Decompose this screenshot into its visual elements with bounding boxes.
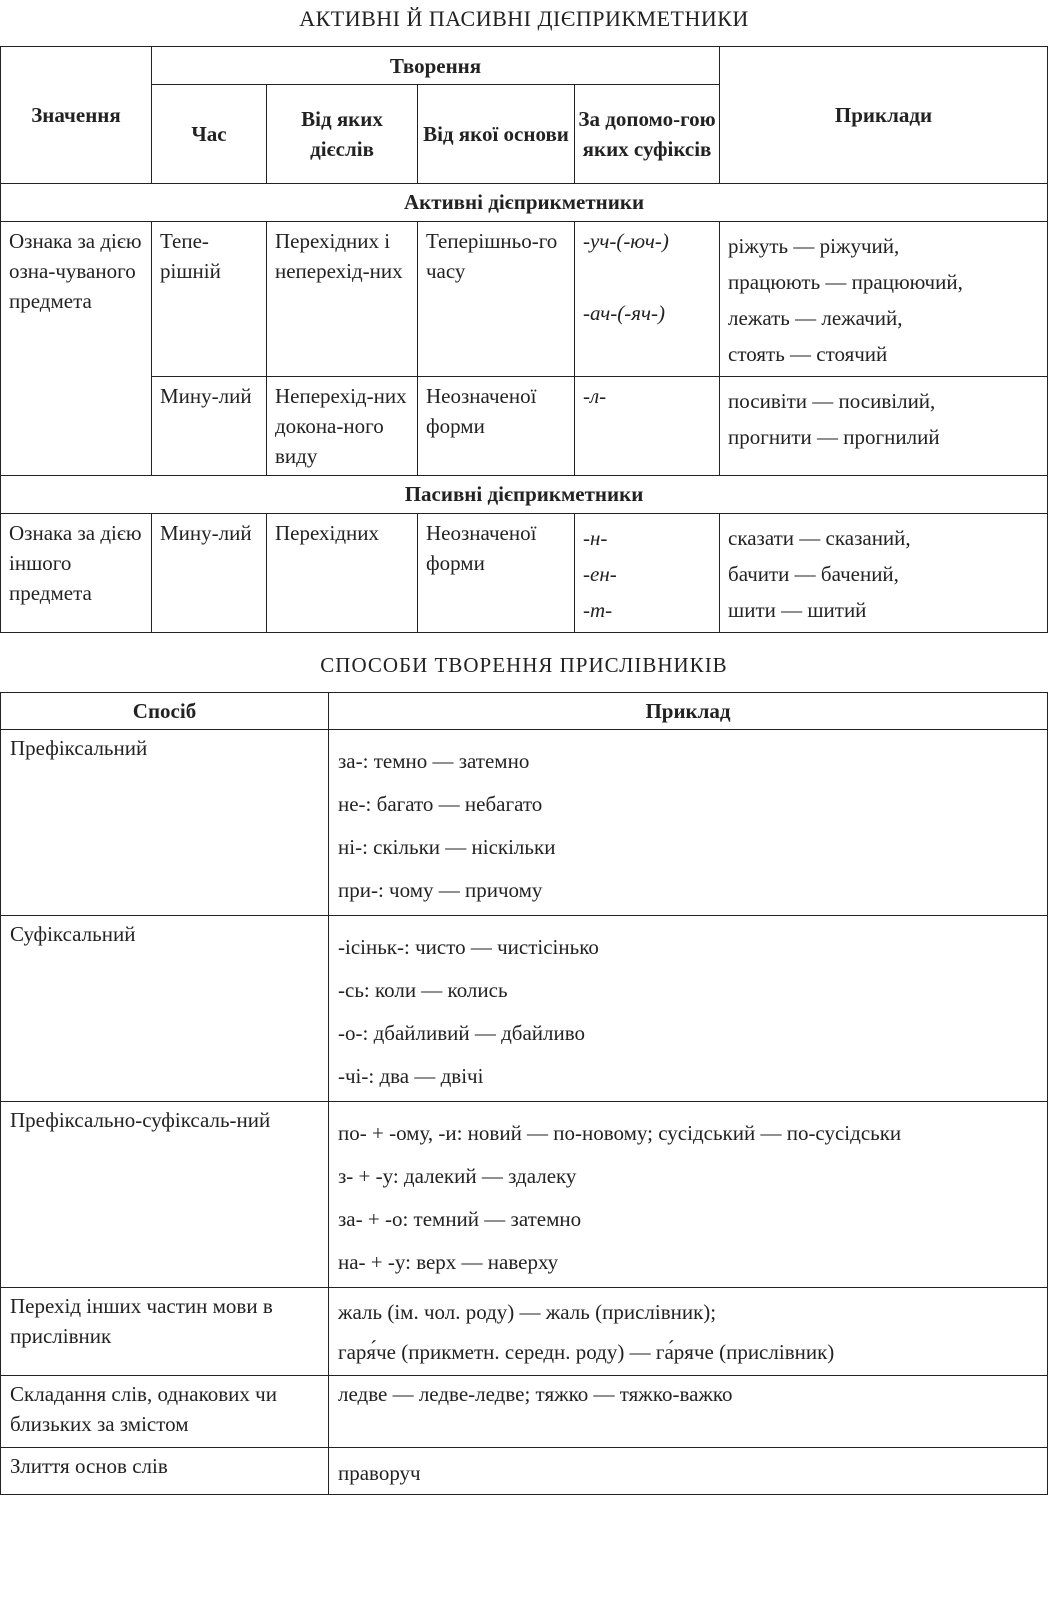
example-line: посивіти — посивілий, [728, 389, 936, 413]
header-method: Спосіб [1, 693, 329, 730]
verbs-present: Перехідних і неперехід-них [267, 222, 418, 377]
header-from-stem: Від якої основи [418, 85, 575, 184]
stem-present: Теперішньо-го часу [418, 222, 575, 377]
example-line: праворуч [338, 1461, 421, 1485]
example-line: ледве — ледве-ледве; тяжко — тяжко-важко [338, 1382, 733, 1406]
header-suffixes: За допомо-гою яких суфіксів [575, 85, 720, 184]
suffix-past: -л- [575, 377, 720, 476]
example-line: жаль (ім. чол. роду) — жаль (прислівник); [338, 1300, 717, 1324]
stem-past: Неозначеної форми [418, 377, 575, 476]
example-line: ні-: скільки — ніскільки [338, 835, 556, 859]
suffixes-present [575, 222, 720, 377]
examples-conversion [329, 1288, 1048, 1376]
suffix-uch: -уч-(-юч-) [583, 229, 669, 253]
examples-past [720, 377, 1048, 476]
example-line: за- + -о: темний — затемно [338, 1207, 582, 1231]
verbs-passive: Перехідних [267, 514, 418, 633]
method-prefixal: Префіксальний [1, 730, 329, 916]
example-line: лежать — лежачий, [728, 306, 903, 330]
tense-passive: Мину-лий [152, 514, 267, 633]
suffix-ach: -ач-(-яч-) [583, 301, 665, 325]
example-line: прогнити — прогнилий [728, 425, 940, 449]
verbs-past: Неперехід-них докона-ного виду [267, 377, 418, 476]
active-meaning: Ознака за дією озна-чуваного предмета [1, 222, 152, 476]
example-line: по- + -ому, -и: новий — по-новому; сусідський — по-сусідськи [338, 1121, 902, 1145]
example-line: з- + -у: далекий — здалеку [338, 1164, 577, 1188]
adverbs-table [0, 692, 1048, 1495]
examples-prefixal-suffixal [329, 1102, 1048, 1288]
header-examples: Приклади [720, 47, 1048, 184]
method-stem-fusion: Злиття основ слів [1, 1448, 329, 1495]
examples-passive [720, 514, 1048, 633]
examples-compounding [329, 1376, 1048, 1448]
example-line: не-: багато — небагато [338, 792, 543, 816]
stem-passive: Неозначеної форми [418, 514, 575, 633]
passive-meaning: Ознака за дією іншого предмета [1, 514, 152, 633]
section-passive: Пасивні дієприкметники [1, 476, 1048, 514]
example-line: стоять — стоячий [728, 342, 888, 366]
example-line: гаря́че (прикметн. середн. роду) — га́ряче (прислівник) [338, 1340, 835, 1364]
title-adverbs: СПОСОБИ ТВОРЕННЯ ПРИСЛІВНИКІВ [320, 653, 728, 677]
example-line: -чі-: два — двічі [338, 1064, 484, 1088]
example-line: працюють — працюючий, [728, 270, 963, 294]
header-example: Приклад [329, 693, 1048, 730]
example-line: шити — шитий [728, 598, 867, 622]
example-line: за-: темно — затемно [338, 749, 530, 773]
method-suffixal: Суфіксальний [1, 916, 329, 1102]
header-from-verbs: Від яких дієслів [267, 85, 418, 184]
suffix-t: -т- [583, 598, 613, 622]
example-line: -ісіньк-: чисто — чистісінько [338, 935, 599, 959]
suffixes-passive [575, 514, 720, 633]
header-tense: Час [152, 85, 267, 184]
example-line: сказати — сказаний, [728, 526, 911, 550]
example-line: на- + -у: верх — наверху [338, 1250, 559, 1274]
example-line: ріжуть — ріжучий, [728, 234, 900, 258]
example-line: при-: чому — причому [338, 878, 543, 902]
suffix-en: -ен- [583, 562, 617, 586]
title-participles: АКТИВНІ Й ПАСИВНІ ДІЄПРИКМЕТНИКИ [299, 6, 749, 31]
tense-present: Тепе-рішній [152, 222, 267, 377]
header-meaning: Значення [1, 47, 152, 184]
examples-present [720, 222, 1048, 377]
method-compounding: Складання слів, однакових чи близьких за змістом [1, 1376, 329, 1448]
example-line: бачити — бачений, [728, 562, 899, 586]
examples-suffixal [329, 916, 1048, 1102]
header-formation: Творення [152, 47, 720, 85]
method-prefixal-suffixal: Префіксально-суфіксаль-ний [1, 1102, 329, 1288]
section-active: Активні дієприкметники [1, 184, 1048, 222]
participles-table [0, 46, 1048, 633]
example-line: -сь: коли — колись [338, 978, 508, 1002]
suffix-n: -н- [583, 526, 608, 550]
example-line: -о-: дбайливий — дбайливо [338, 1021, 586, 1045]
method-conversion: Перехід інших частин мови в прислівник [1, 1288, 329, 1376]
tense-past: Мину-лий [152, 377, 267, 476]
examples-prefixal [329, 730, 1048, 916]
examples-stem-fusion [329, 1448, 1048, 1495]
